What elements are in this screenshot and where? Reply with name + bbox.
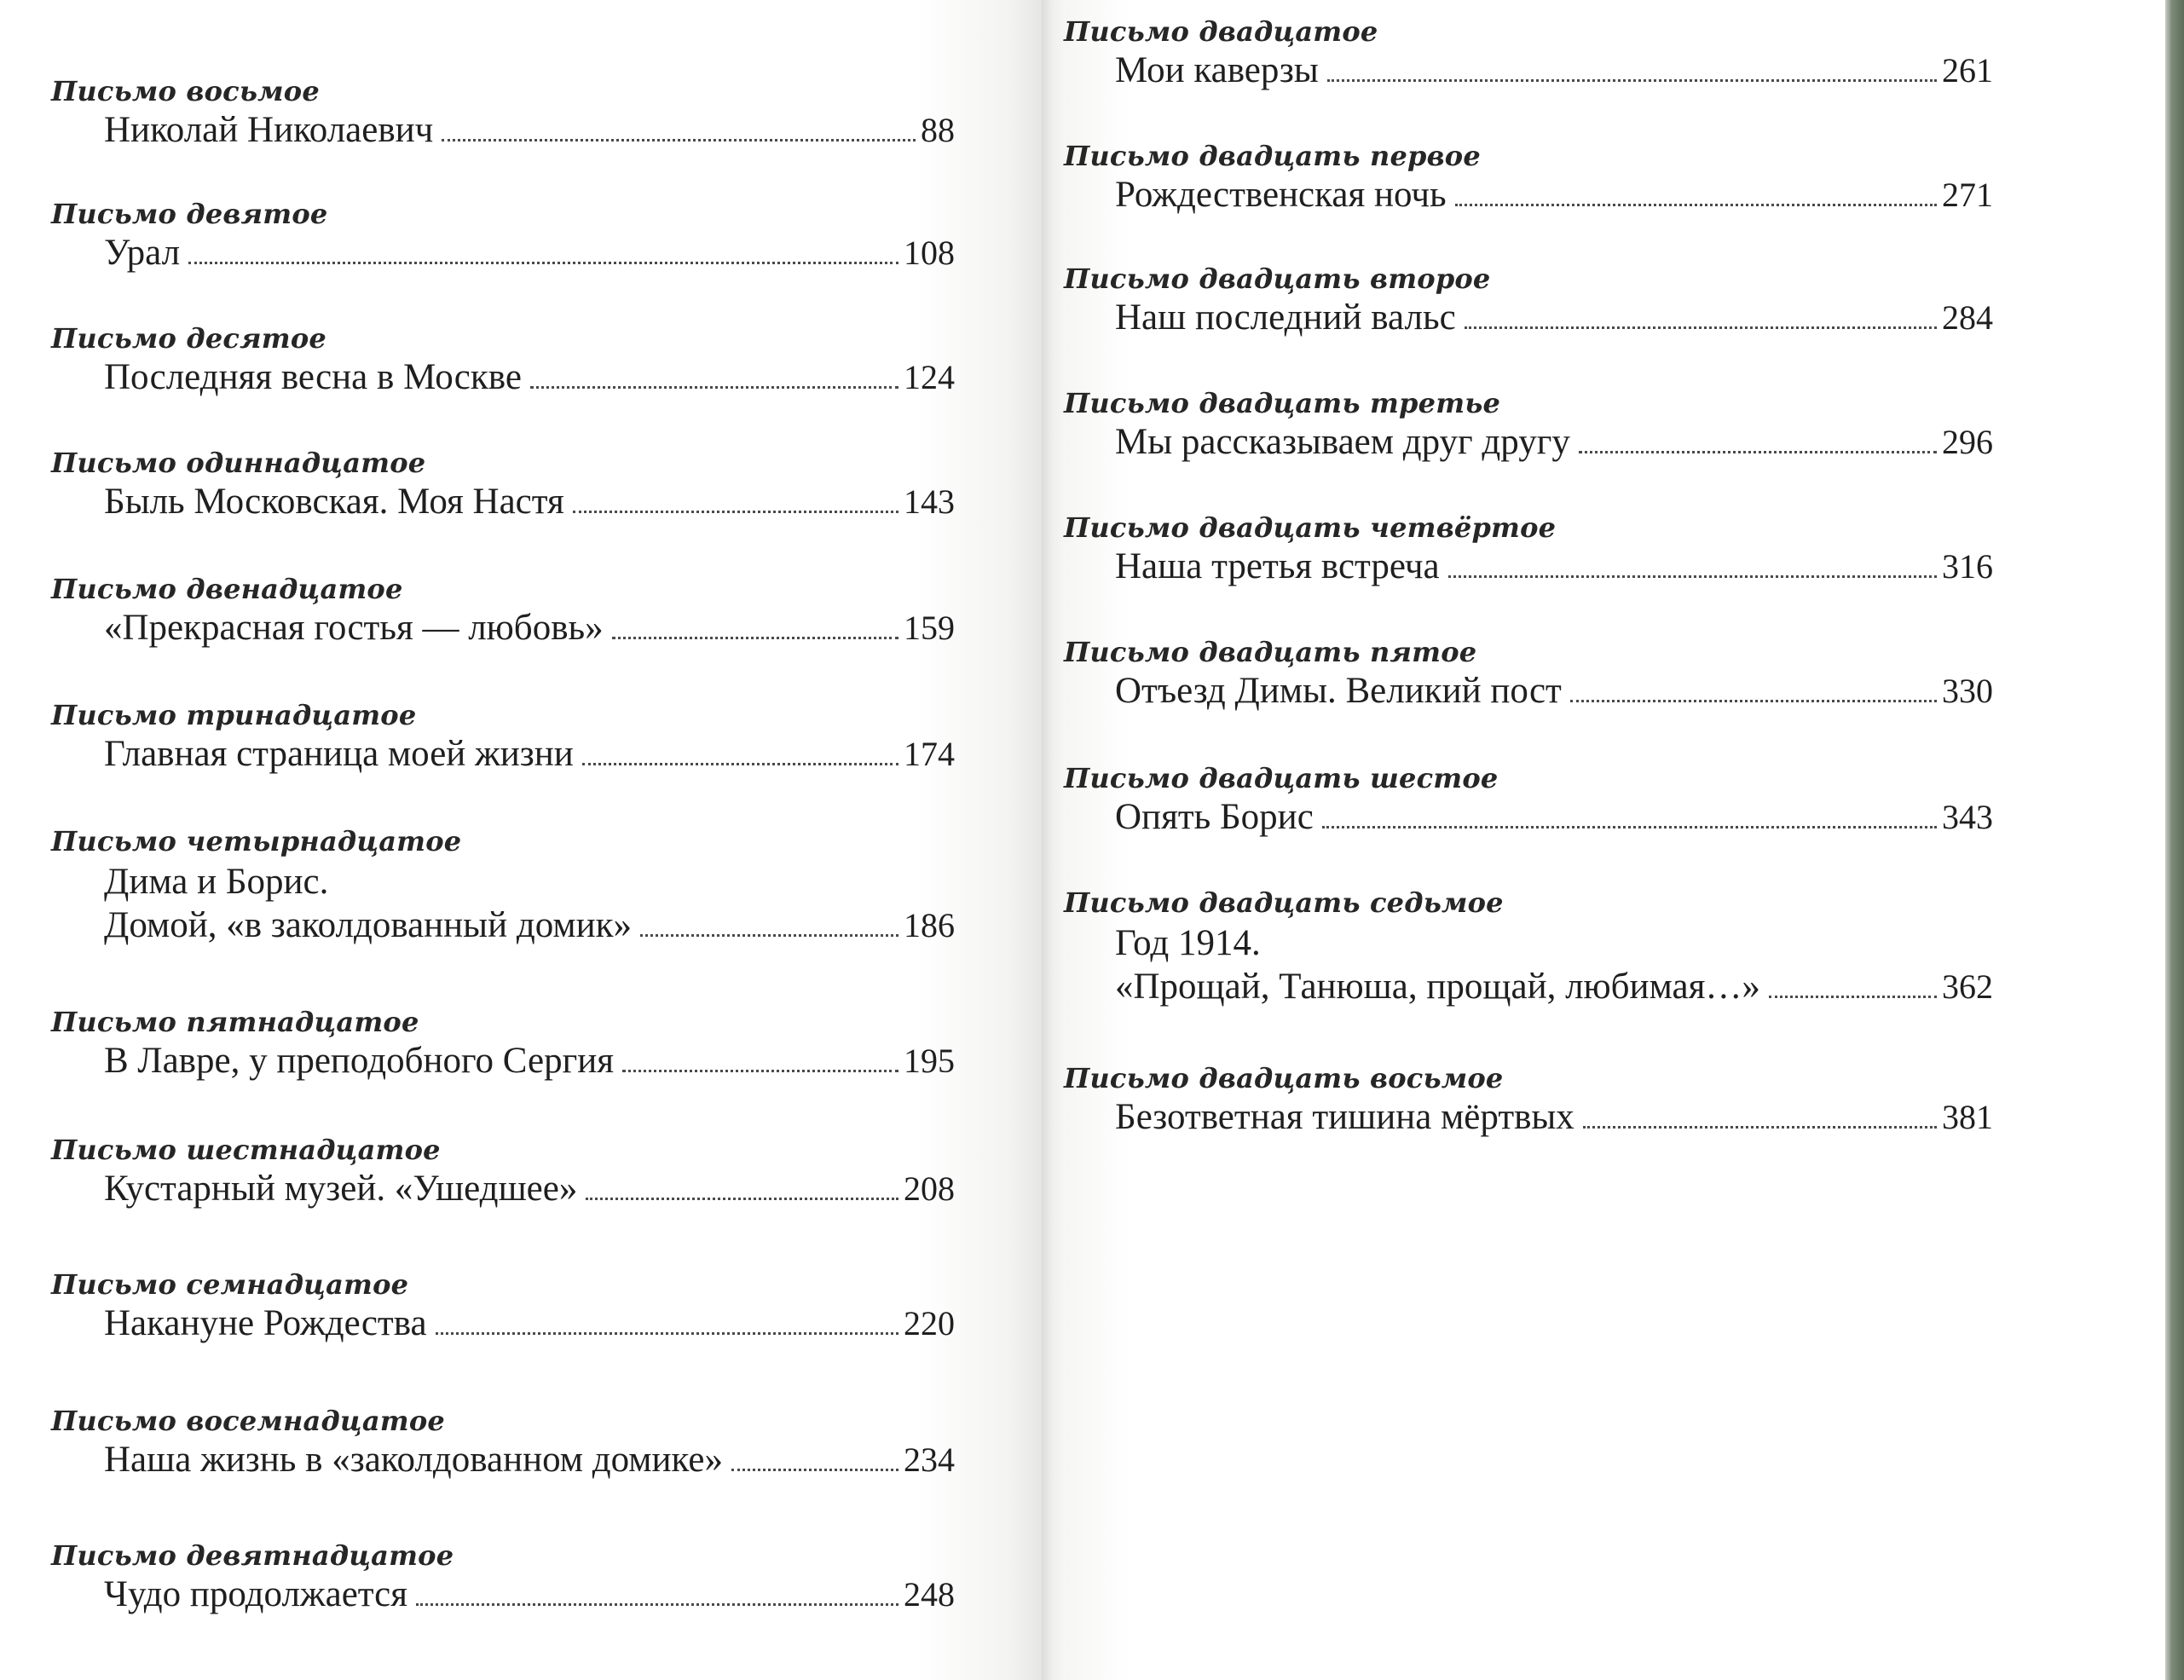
dot-leader — [622, 1070, 898, 1072]
dot-leader — [640, 934, 898, 937]
toc-entry[interactable] — [51, 198, 955, 274]
toc-line — [51, 1040, 955, 1082]
letter-heading: Письмо семнадцатое — [51, 1268, 409, 1301]
toc-entry[interactable] — [51, 1539, 955, 1615]
letter-heading: Письмо пятнадцатое — [51, 1006, 419, 1038]
book-gutter — [1042, 0, 1066, 1680]
toc-entry[interactable] — [51, 75, 955, 151]
page-number: 186 — [904, 906, 955, 944]
letter-heading: Письмо двадцать шестое — [1064, 762, 1499, 794]
page-number: 208 — [904, 1169, 955, 1208]
chapter-title: Домой, «в заколдованный домик» — [104, 905, 633, 945]
toc-line — [1064, 966, 1993, 1007]
dot-leader — [731, 1469, 898, 1471]
page-number: 108 — [904, 234, 955, 272]
toc-line — [51, 904, 955, 946]
chapter-title: Главная страница моей жизни — [104, 734, 574, 774]
letter-heading: Письмо двадцатое — [1064, 15, 1378, 48]
dot-leader — [416, 1603, 898, 1606]
chapter-title: Наш последний вальс — [1115, 297, 1456, 338]
page-number: 195 — [904, 1042, 955, 1080]
letter-heading: Письмо двадцать третье — [1064, 387, 1501, 419]
chapter-title: Урал — [104, 233, 181, 273]
toc-line — [51, 232, 955, 274]
dot-leader — [1327, 79, 1937, 82]
toc-entry[interactable] — [51, 447, 955, 522]
chapter-title: Последняя весна в Москве — [104, 357, 522, 397]
dot-leader — [1448, 575, 1937, 578]
page-number: 124 — [904, 358, 955, 396]
toc-entry[interactable] — [1064, 886, 1993, 1007]
toc-line — [1064, 670, 1993, 712]
chapter-title: Накануне Рождества — [104, 1303, 427, 1343]
toc-entry[interactable] — [51, 1405, 955, 1481]
dot-leader — [1455, 204, 1937, 206]
page-number: 284 — [1942, 298, 1993, 337]
page-number: 159 — [904, 609, 955, 647]
page-number: 296 — [1942, 423, 1993, 461]
letter-heading: Письмо двадцать восьмое — [1064, 1062, 1504, 1094]
toc-line — [51, 1439, 955, 1481]
toc-entry[interactable] — [1064, 387, 1993, 463]
dot-leader — [582, 763, 898, 765]
chapter-title: Кустарный музей. «Ушедшее» — [104, 1169, 578, 1209]
toc-line — [1064, 297, 1993, 338]
letter-heading: Письмо одиннадцатое — [51, 447, 426, 479]
chapter-title: «Прекрасная гостья — любовь» — [104, 608, 604, 648]
letter-heading: Письмо девятнадцатое — [51, 1539, 454, 1572]
chapter-title: Наша жизнь в «заколдованном домике» — [104, 1440, 723, 1480]
toc-line — [51, 607, 955, 649]
page-number: 88 — [921, 111, 955, 149]
book-cover-edge — [2165, 0, 2184, 1680]
toc-entry[interactable] — [51, 1134, 955, 1209]
dot-leader — [442, 139, 916, 141]
page-number: 234 — [904, 1440, 955, 1479]
letter-heading: Письмо тринадцатое — [51, 699, 417, 731]
chapter-title: Быль Московская. Моя Настя — [104, 482, 564, 522]
toc-line — [1064, 49, 1993, 91]
toc-line — [1064, 796, 1993, 838]
dot-leader — [586, 1198, 898, 1200]
dot-leader — [1570, 700, 1937, 702]
chapter-title: Мои каверзы — [1115, 50, 1319, 90]
toc-line — [51, 1302, 955, 1344]
toc-line — [51, 1168, 955, 1209]
toc-line — [51, 109, 955, 151]
toc-line — [1064, 1096, 1993, 1138]
letter-heading: Письмо девятое — [51, 198, 328, 230]
page-number: 248 — [904, 1575, 955, 1614]
letter-heading: Письмо шестнадцатое — [51, 1134, 441, 1166]
dot-leader — [1583, 1126, 1937, 1129]
page-number: 381 — [1942, 1098, 1993, 1136]
chapter-title-line1: Год 1914. — [1115, 923, 1261, 963]
toc-entry[interactable] — [1064, 511, 1993, 587]
toc-entry[interactable] — [1064, 762, 1993, 838]
toc-entry[interactable] — [51, 573, 955, 649]
page-number: 143 — [904, 482, 955, 521]
page-number: 261 — [1942, 51, 1993, 89]
page-number: 174 — [904, 735, 955, 773]
letter-heading: Письмо двадцать второе — [1064, 263, 1491, 295]
page-number: 343 — [1942, 798, 1993, 836]
right-page — [1066, 0, 2165, 1680]
toc-line — [1064, 546, 1993, 587]
chapter-title: Отъезд Димы. Великий пост — [1115, 671, 1562, 711]
page-number: 362 — [1942, 967, 1993, 1006]
dot-leader — [1322, 826, 1937, 828]
chapter-title: Мы рассказываем друг другу — [1115, 422, 1570, 462]
page-number: 316 — [1942, 547, 1993, 586]
letter-heading: Письмо двадцать первое — [1064, 140, 1481, 172]
chapter-title: Опять Борис — [1115, 797, 1314, 837]
toc-entry[interactable] — [1064, 140, 1993, 216]
toc-line — [51, 733, 955, 775]
chapter-title: Чудо продолжается — [104, 1574, 407, 1614]
dot-leader — [573, 511, 898, 513]
letter-heading: Письмо восемнадцатое — [51, 1405, 445, 1437]
toc-entry[interactable] — [51, 699, 955, 775]
chapter-title: Николай Николаевич — [104, 110, 434, 150]
dot-leader — [1579, 451, 1937, 453]
toc-line — [1064, 421, 1993, 463]
page-number: 220 — [904, 1304, 955, 1342]
toc-entry[interactable] — [1064, 263, 1993, 338]
toc-entry[interactable] — [1064, 636, 1993, 712]
toc-line — [51, 481, 955, 522]
toc-entry[interactable] — [51, 1006, 955, 1082]
letter-heading: Письмо двадцать пятое — [1064, 636, 1477, 668]
toc-line — [51, 1573, 955, 1615]
letter-heading: Письмо двенадцатое — [51, 573, 403, 605]
chapter-title-line1: Дима и Борис. — [104, 862, 329, 902]
toc-line — [51, 356, 955, 398]
chapter-title: В Лавре, у преподобного Сергия — [104, 1041, 614, 1081]
toc-entry[interactable] — [1064, 15, 1993, 91]
dot-leader — [1769, 996, 1937, 998]
letter-heading: Письмо восьмое — [51, 75, 320, 107]
chapter-title: Рождественская ночь — [1115, 175, 1447, 215]
chapter-title: «Прощай, Танюша, прощай, любимая…» — [1115, 967, 1760, 1007]
letter-heading: Письмо двадцать четвёртое — [1064, 511, 1557, 544]
dot-leader — [530, 386, 898, 389]
dot-leader — [1465, 326, 1937, 329]
dot-leader — [612, 637, 898, 639]
letter-heading: Письмо десятое — [51, 322, 326, 355]
toc-entry[interactable] — [51, 322, 955, 398]
toc-entry[interactable] — [51, 1268, 955, 1344]
letter-heading: Письмо двадцать седьмое — [1064, 886, 1504, 919]
toc-entry[interactable] — [1064, 1062, 1993, 1138]
chapter-title: Безответная тишина мёртвых — [1115, 1097, 1574, 1137]
page-number: 271 — [1942, 176, 1993, 214]
page-number: 330 — [1942, 672, 1993, 710]
chapter-title: Наша третья встреча — [1115, 546, 1440, 586]
toc-line — [1064, 174, 1993, 216]
dot-leader — [188, 262, 898, 264]
letter-heading: Письмо четырнадцатое — [51, 825, 462, 857]
toc-entry[interactable] — [51, 825, 955, 946]
dot-leader — [436, 1332, 898, 1335]
